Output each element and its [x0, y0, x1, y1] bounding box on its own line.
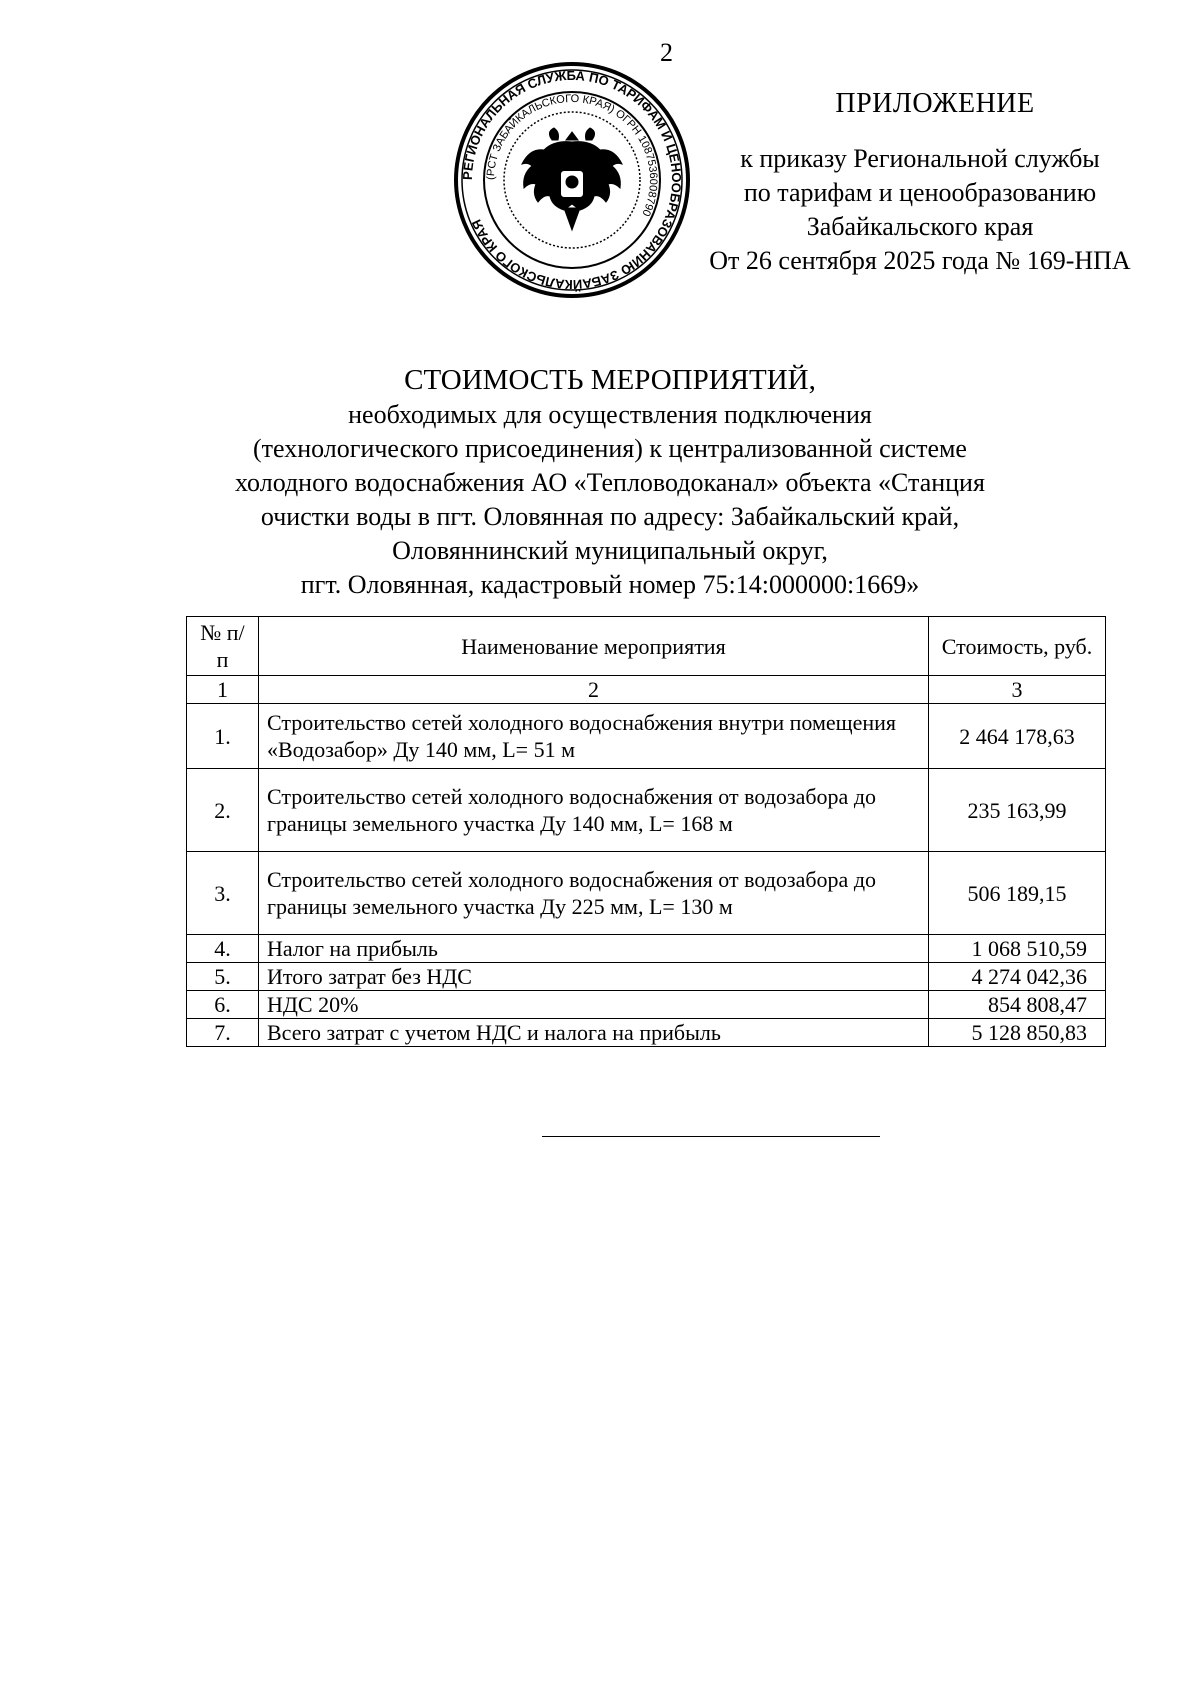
- appendix-line: по тарифам и ценообразованию: [743, 178, 1097, 207]
- row-name: Итого затрат без НДС: [259, 963, 929, 991]
- table-row: [187, 935, 1106, 963]
- row-cost: 235 163,99: [929, 769, 1106, 852]
- row-cost: 1 068 510,59: [929, 935, 1106, 963]
- row-num: 5.: [187, 963, 259, 991]
- index-cell: 3: [929, 676, 1106, 704]
- cost-table: [186, 616, 1106, 1047]
- table-row: [187, 991, 1106, 1019]
- row-num: 2.: [187, 769, 259, 852]
- row-name: Строительство сетей холодного водоснабжения от водозабора до границы земельного участка Ду 225 мм, L= 130 м: [259, 852, 929, 935]
- title-line: Оловяннинский муниципальный округ,: [392, 536, 828, 565]
- header-num: № п/п: [187, 617, 259, 676]
- row-cost: 854 808,47: [929, 991, 1106, 1019]
- index-cell: 2: [259, 676, 929, 704]
- table-row: [187, 1019, 1106, 1047]
- appendix-line: к приказу Региональной службы: [740, 144, 1100, 173]
- row-cost: 506 189,15: [929, 852, 1106, 935]
- table-header-row: [187, 617, 1106, 676]
- appendix-title: ПРИЛОЖЕНИЕ: [835, 88, 1035, 119]
- double-headed-eagle-emblem: [522, 128, 622, 230]
- title-line: холодного водоснабжения АО «Тепловодоканал» объекта «Станция: [235, 468, 985, 497]
- table-index-row: [187, 676, 1106, 704]
- official-seal: [452, 58, 692, 302]
- end-divider: [542, 1136, 880, 1137]
- row-name: Строительство сетей холодного водоснабжения от водозабора до границы земельного участка Ду 140 мм, L= 168 м: [259, 769, 929, 852]
- table-row: [187, 963, 1106, 991]
- row-cost: 2 464 178,63: [929, 704, 1106, 769]
- row-name: НДС 20%: [259, 991, 929, 1019]
- seal-inner-text: (РСТ ЗАБАЙКАЛЬСКОГО КРАЯ) ОГРН 1087536008790: [484, 92, 660, 218]
- title-line: пгт. Оловянная, кадастровый номер 75:14:000000:1669»: [300, 570, 920, 599]
- document-title: [130, 362, 1090, 602]
- row-name: Всего затрат с учетом НДС и налога на прибыль: [259, 1019, 929, 1047]
- row-name: Налог на прибыль: [259, 935, 929, 963]
- title-line: очистки воды в пгт. Оловянная по адресу: Забайкальский край,: [260, 502, 960, 531]
- row-num: 4.: [187, 935, 259, 963]
- table-row: [187, 852, 1106, 935]
- header-cost: Стоимость, руб.: [929, 617, 1106, 676]
- appendix-line: Забайкальского края: [806, 212, 1034, 241]
- page-number: 2: [660, 38, 673, 67]
- title-line: необходимых для осуществления подключения: [348, 400, 872, 429]
- appendix-block: [680, 88, 1160, 278]
- row-num: 6.: [187, 991, 259, 1019]
- header-name: Наименование мероприятия: [259, 617, 929, 676]
- row-name: Строительство сетей холодного водоснабжения внутри помещения «Водозабор» Ду 140 мм, L= 51 м: [259, 704, 929, 769]
- index-cell: 1: [187, 676, 259, 704]
- seal-outer-text: РЕГИОНАЛЬНАЯ СЛУЖБА ПО ТАРИФАМ И ЦЕНООБРАЗОВАНИЮ ЗАБАЙКАЛЬСКОГО КРАЯ: [459, 67, 685, 293]
- title-heading: СТОИМОСТЬ МЕРОПРИЯТИЙ,: [404, 364, 816, 396]
- table-row: [187, 769, 1106, 852]
- row-num: 1.: [187, 704, 259, 769]
- row-cost: 4 274 042,36: [929, 963, 1106, 991]
- title-line: (технологического присоединения) к централизованной системе: [253, 434, 967, 463]
- row-num: 3.: [187, 852, 259, 935]
- appendix-line: От 26 сентября 2025 года № 169-НПА: [709, 246, 1131, 275]
- row-num: 7.: [187, 1019, 259, 1047]
- table-row: [187, 704, 1106, 769]
- row-cost: 5 128 850,83: [929, 1019, 1106, 1047]
